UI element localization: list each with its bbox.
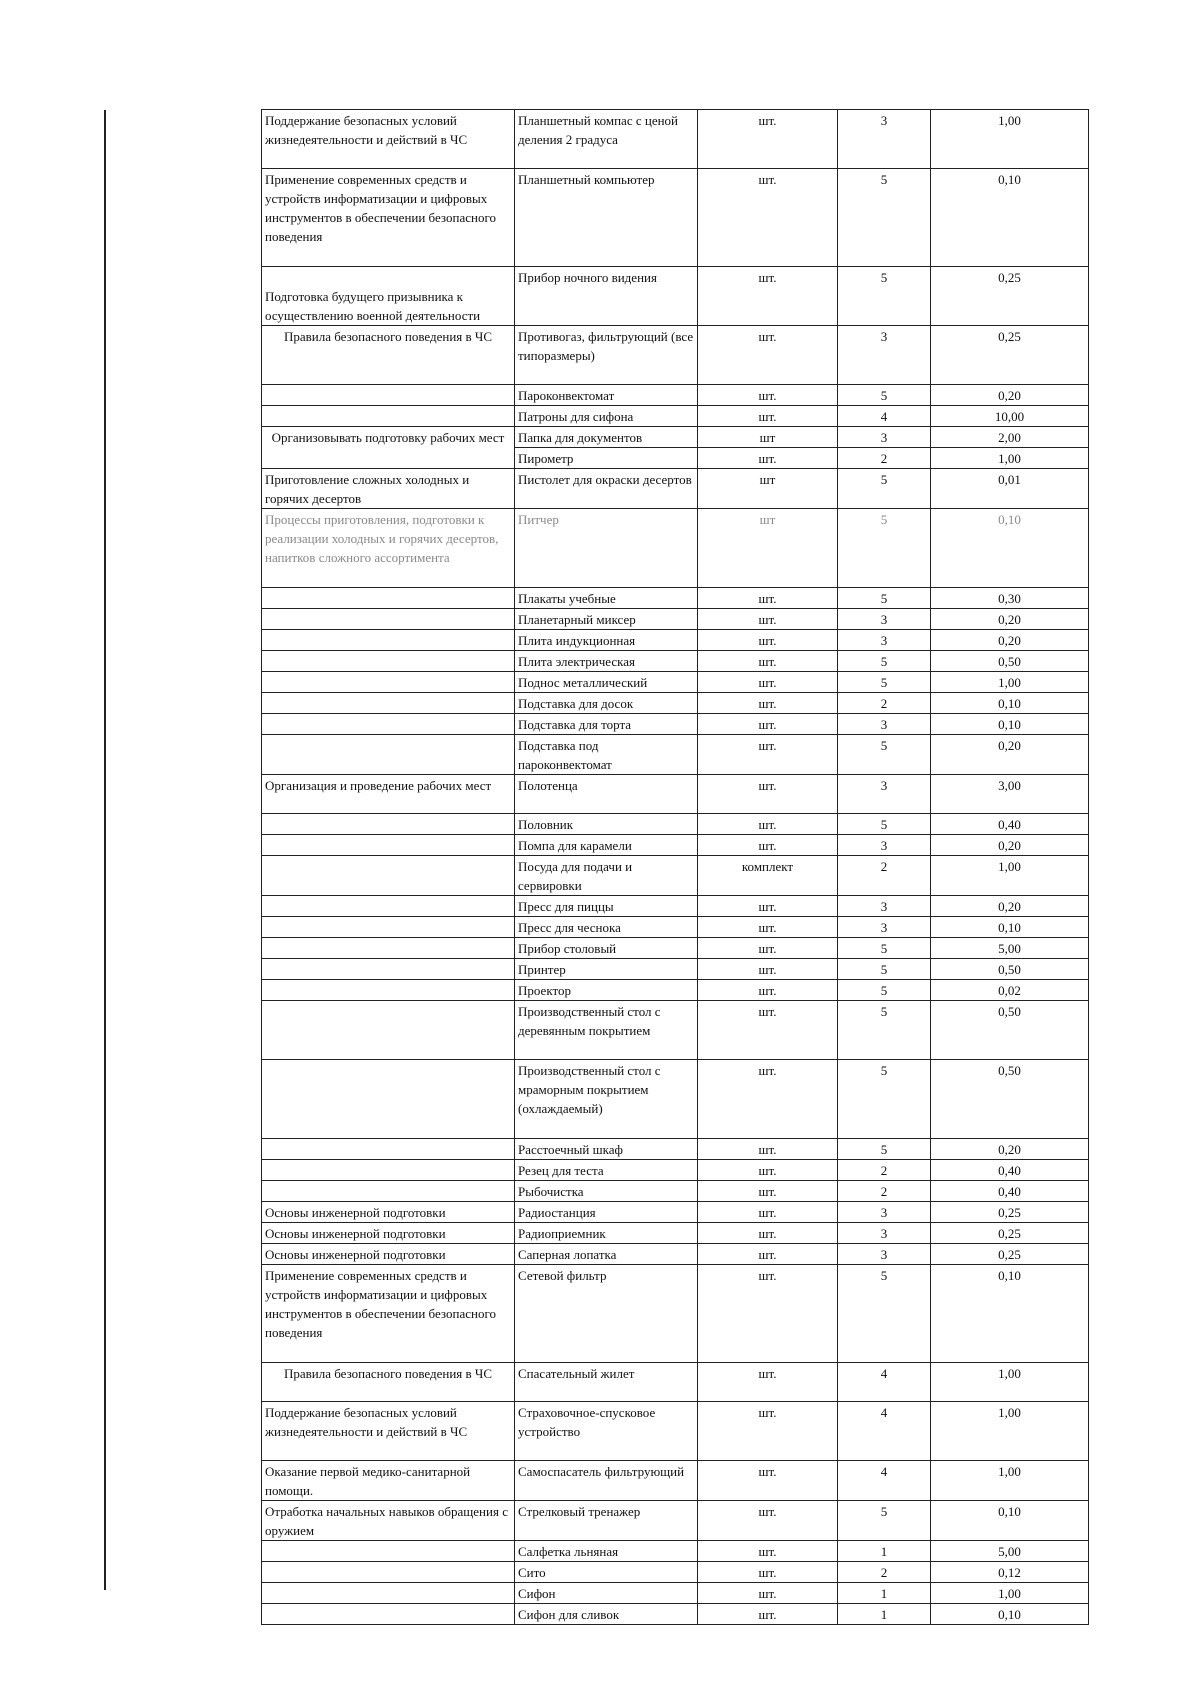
section-cell bbox=[262, 588, 515, 609]
section-cell bbox=[262, 1060, 515, 1139]
item-cell: Подставка для торта bbox=[515, 714, 698, 735]
item-cell: Патроны для сифона bbox=[515, 406, 698, 427]
table-row bbox=[262, 693, 1089, 714]
value-cell: 0,20 bbox=[931, 896, 1089, 917]
unit-cell: шт. bbox=[698, 1001, 838, 1060]
table-row bbox=[262, 651, 1089, 672]
table-row bbox=[262, 1363, 1089, 1402]
section-cell bbox=[262, 835, 515, 856]
value-cell: 1,00 bbox=[931, 110, 1089, 169]
item-cell: Салфетка льняная bbox=[515, 1541, 698, 1562]
section-cell bbox=[262, 917, 515, 938]
table-row bbox=[262, 1160, 1089, 1181]
item-cell: Сифон bbox=[515, 1583, 698, 1604]
value-cell: 0,10 bbox=[931, 917, 1089, 938]
unit-cell: шт bbox=[698, 509, 838, 588]
section-cell: Поддержание безопасных условий жизнедеятельности и действий в ЧС bbox=[262, 110, 515, 169]
value-cell: 0,10 bbox=[931, 1604, 1089, 1625]
qty-cell: 5 bbox=[838, 588, 931, 609]
table-row bbox=[262, 1202, 1089, 1223]
section-cell: Правила безопасного поведения в ЧС bbox=[262, 326, 515, 385]
item-cell: Прибор столовый bbox=[515, 938, 698, 959]
value-cell: 2,00 bbox=[931, 427, 1089, 448]
unit-cell: шт. bbox=[698, 385, 838, 406]
table-row bbox=[262, 1223, 1089, 1244]
unit-cell: шт. bbox=[698, 1583, 838, 1604]
unit-cell: шт. bbox=[698, 835, 838, 856]
item-cell: Посуда для подачи и сервировки bbox=[515, 856, 698, 896]
table-row bbox=[262, 938, 1089, 959]
table-row bbox=[262, 588, 1089, 609]
qty-cell: 3 bbox=[838, 835, 931, 856]
value-cell: 5,00 bbox=[931, 938, 1089, 959]
table-row bbox=[262, 469, 1089, 509]
unit-cell: шт. bbox=[698, 1202, 838, 1223]
unit-cell: шт bbox=[698, 427, 838, 448]
table-row bbox=[262, 1604, 1089, 1625]
item-cell: Плита индукционная bbox=[515, 630, 698, 651]
table-row bbox=[262, 1402, 1089, 1461]
value-cell: 0,50 bbox=[931, 959, 1089, 980]
table-row bbox=[262, 609, 1089, 630]
unit-cell: шт. bbox=[698, 630, 838, 651]
unit-cell: шт. bbox=[698, 1265, 838, 1363]
qty-cell: 3 bbox=[838, 1223, 931, 1244]
unit-cell: шт. bbox=[698, 1562, 838, 1583]
value-cell: 1,00 bbox=[931, 672, 1089, 693]
unit-cell: шт. bbox=[698, 326, 838, 385]
unit-cell: шт. bbox=[698, 775, 838, 814]
qty-cell: 1 bbox=[838, 1583, 931, 1604]
unit-cell: комплект bbox=[698, 856, 838, 896]
item-cell: Папка для документов bbox=[515, 427, 698, 448]
section-cell bbox=[262, 938, 515, 959]
item-cell: Планетарный миксер bbox=[515, 609, 698, 630]
section-cell: Подготовка будущего призывника к осуществлению военной деятельности bbox=[262, 267, 515, 326]
value-cell: 0,10 bbox=[931, 509, 1089, 588]
section-cell bbox=[262, 1541, 515, 1562]
item-cell: Пирометр bbox=[515, 448, 698, 469]
section-cell bbox=[262, 385, 515, 406]
value-cell: 1,00 bbox=[931, 856, 1089, 896]
qty-cell: 2 bbox=[838, 856, 931, 896]
table-row bbox=[262, 267, 1089, 326]
table-row bbox=[262, 917, 1089, 938]
value-cell: 0,40 bbox=[931, 814, 1089, 835]
unit-cell: шт. bbox=[698, 651, 838, 672]
qty-cell: 5 bbox=[838, 938, 931, 959]
section-cell bbox=[262, 672, 515, 693]
value-cell: 0,25 bbox=[931, 1223, 1089, 1244]
unit-cell: шт. bbox=[698, 169, 838, 267]
section-cell bbox=[262, 1139, 515, 1160]
table-row bbox=[262, 110, 1089, 169]
value-cell: 1,00 bbox=[931, 1461, 1089, 1501]
unit-cell: шт. bbox=[698, 814, 838, 835]
section-cell: Организовывать подготовку рабочих мест bbox=[262, 427, 515, 469]
table-row bbox=[262, 959, 1089, 980]
unit-cell: шт. bbox=[698, 1501, 838, 1541]
table-row bbox=[262, 835, 1089, 856]
unit-cell: шт. bbox=[698, 110, 838, 169]
qty-cell: 5 bbox=[838, 267, 931, 326]
qty-cell: 5 bbox=[838, 509, 931, 588]
section-cell: Поддержание безопасных условий жизнедеятельности и действий в ЧС bbox=[262, 1402, 515, 1461]
table-row bbox=[262, 406, 1089, 427]
qty-cell: 5 bbox=[838, 672, 931, 693]
item-cell: Питчер bbox=[515, 509, 698, 588]
page-margin-line bbox=[104, 110, 106, 1590]
qty-cell: 4 bbox=[838, 406, 931, 427]
qty-cell: 3 bbox=[838, 917, 931, 938]
item-cell: Производственный стол с мраморным покрытием (охлаждаемый) bbox=[515, 1060, 698, 1139]
item-cell: Сито bbox=[515, 1562, 698, 1583]
qty-cell: 3 bbox=[838, 1244, 931, 1265]
item-cell: Проектор bbox=[515, 980, 698, 1001]
qty-cell: 4 bbox=[838, 1461, 931, 1501]
qty-cell: 3 bbox=[838, 896, 931, 917]
unit-cell: шт. bbox=[698, 1060, 838, 1139]
section-cell bbox=[262, 1583, 515, 1604]
section-cell bbox=[262, 814, 515, 835]
value-cell: 0,10 bbox=[931, 169, 1089, 267]
table-row bbox=[262, 735, 1089, 775]
section-cell bbox=[262, 856, 515, 896]
value-cell: 0,02 bbox=[931, 980, 1089, 1001]
item-cell: Принтер bbox=[515, 959, 698, 980]
section-cell: Отработка начальных навыков обращения с оружием bbox=[262, 1501, 515, 1541]
item-cell: Противогаз, фильтрующий (все типоразмеры) bbox=[515, 326, 698, 385]
item-cell: Сетевой фильтр bbox=[515, 1265, 698, 1363]
section-cell: Основы инженерной подготовки bbox=[262, 1223, 515, 1244]
value-cell: 0,50 bbox=[931, 1060, 1089, 1139]
value-cell: 0,20 bbox=[931, 1139, 1089, 1160]
table-row bbox=[262, 1562, 1089, 1583]
unit-cell: шт. bbox=[698, 693, 838, 714]
unit-cell: шт. bbox=[698, 735, 838, 775]
value-cell: 0,10 bbox=[931, 714, 1089, 735]
qty-cell: 3 bbox=[838, 630, 931, 651]
section-cell: Применение современных средств и устройств информатизации и цифровых инструментов в обеспечении безопасного поведения bbox=[262, 1265, 515, 1363]
table-row bbox=[262, 1541, 1089, 1562]
item-cell: Прибор ночного видения bbox=[515, 267, 698, 326]
table-row bbox=[262, 896, 1089, 917]
table-row bbox=[262, 980, 1089, 1001]
unit-cell: шт. bbox=[698, 588, 838, 609]
section-cell bbox=[262, 1181, 515, 1202]
unit-cell: шт bbox=[698, 469, 838, 509]
value-cell: 10,00 bbox=[931, 406, 1089, 427]
qty-cell: 5 bbox=[838, 1501, 931, 1541]
value-cell: 0,01 bbox=[931, 469, 1089, 509]
item-cell: Планшетный компьютер bbox=[515, 169, 698, 267]
table-row bbox=[262, 775, 1089, 814]
section-cell bbox=[262, 959, 515, 980]
unit-cell: шт. bbox=[698, 448, 838, 469]
section-cell: Организация и проведение рабочих мест bbox=[262, 775, 515, 814]
section-cell: Правила безопасного поведения в ЧС bbox=[262, 1363, 515, 1402]
qty-cell: 5 bbox=[838, 735, 931, 775]
item-cell: Спасательный жилет bbox=[515, 1363, 698, 1402]
value-cell: 0,10 bbox=[931, 693, 1089, 714]
value-cell: 0,20 bbox=[931, 385, 1089, 406]
item-cell: Расстоечный шкаф bbox=[515, 1139, 698, 1160]
value-cell: 0,20 bbox=[931, 735, 1089, 775]
value-cell: 0,20 bbox=[931, 630, 1089, 651]
value-cell: 1,00 bbox=[931, 448, 1089, 469]
unit-cell: шт. bbox=[698, 1139, 838, 1160]
item-cell: Пресс для чеснока bbox=[515, 917, 698, 938]
value-cell: 0,10 bbox=[931, 1501, 1089, 1541]
section-cell: Применение современных средств и устройств информатизации и цифровых инструментов в обеспечении безопасного поведения bbox=[262, 169, 515, 267]
item-cell: Планшетный компас с ценой деления 2 градуса bbox=[515, 110, 698, 169]
section-cell bbox=[262, 651, 515, 672]
value-cell: 1,00 bbox=[931, 1583, 1089, 1604]
value-cell: 0,20 bbox=[931, 835, 1089, 856]
table-row bbox=[262, 672, 1089, 693]
unit-cell: шт. bbox=[698, 609, 838, 630]
value-cell: 5,00 bbox=[931, 1541, 1089, 1562]
section-cell bbox=[262, 1562, 515, 1583]
table-row bbox=[262, 1139, 1089, 1160]
item-cell: Сифон для сливок bbox=[515, 1604, 698, 1625]
table-row bbox=[262, 1181, 1089, 1202]
section-cell: Основы инженерной подготовки bbox=[262, 1244, 515, 1265]
item-cell: Полотенца bbox=[515, 775, 698, 814]
unit-cell: шт. bbox=[698, 1604, 838, 1625]
unit-cell: шт. bbox=[698, 938, 838, 959]
section-cell: Процессы приготовления, подготовки к реализации холодных и горячих десертов, напитков сложного ассортимента bbox=[262, 509, 515, 588]
table-row bbox=[262, 856, 1089, 896]
unit-cell: шт. bbox=[698, 1223, 838, 1244]
qty-cell: 5 bbox=[838, 385, 931, 406]
table-row bbox=[262, 169, 1089, 267]
qty-cell: 5 bbox=[838, 1060, 931, 1139]
qty-cell: 2 bbox=[838, 1181, 931, 1202]
table-row bbox=[262, 1461, 1089, 1501]
unit-cell: шт. bbox=[698, 1363, 838, 1402]
qty-cell: 1 bbox=[838, 1541, 931, 1562]
item-cell: Страховочное-спусковое устройство bbox=[515, 1402, 698, 1461]
table-row bbox=[262, 714, 1089, 735]
unit-cell: шт. bbox=[698, 896, 838, 917]
item-cell: Пистолет для окраски десертов bbox=[515, 469, 698, 509]
qty-cell: 5 bbox=[838, 469, 931, 509]
qty-cell: 5 bbox=[838, 169, 931, 267]
section-cell bbox=[262, 1160, 515, 1181]
section-cell: Основы инженерной подготовки bbox=[262, 1202, 515, 1223]
table-row bbox=[262, 1001, 1089, 1060]
section-cell bbox=[262, 896, 515, 917]
qty-cell: 3 bbox=[838, 609, 931, 630]
section-cell: Приготовление сложных холодных и горячих десертов bbox=[262, 469, 515, 509]
value-cell: 0,40 bbox=[931, 1160, 1089, 1181]
section-cell bbox=[262, 980, 515, 1001]
item-cell: Радиоприемник bbox=[515, 1223, 698, 1244]
table-row bbox=[262, 509, 1089, 588]
value-cell: 3,00 bbox=[931, 775, 1089, 814]
value-cell: 0,10 bbox=[931, 1265, 1089, 1363]
item-cell: Самоспасатель фильтрующий bbox=[515, 1461, 698, 1501]
table-row bbox=[262, 1244, 1089, 1265]
unit-cell: шт. bbox=[698, 714, 838, 735]
item-cell: Производственный стол с деревянным покрытием bbox=[515, 1001, 698, 1060]
value-cell: 0,50 bbox=[931, 1001, 1089, 1060]
qty-cell: 5 bbox=[838, 1139, 931, 1160]
section-cell bbox=[262, 735, 515, 775]
qty-cell: 5 bbox=[838, 651, 931, 672]
item-cell: Подставка для досок bbox=[515, 693, 698, 714]
table-row bbox=[262, 326, 1089, 385]
item-cell: Половник bbox=[515, 814, 698, 835]
item-cell: Радиостанция bbox=[515, 1202, 698, 1223]
qty-cell: 3 bbox=[838, 326, 931, 385]
qty-cell: 3 bbox=[838, 775, 931, 814]
value-cell: 0,25 bbox=[931, 1244, 1089, 1265]
item-cell: Плита электрическая bbox=[515, 651, 698, 672]
section-cell bbox=[262, 609, 515, 630]
value-cell: 0,25 bbox=[931, 326, 1089, 385]
item-cell: Поднос металлический bbox=[515, 672, 698, 693]
section-cell bbox=[262, 693, 515, 714]
item-cell: Плакаты учебные bbox=[515, 588, 698, 609]
equipment-table bbox=[261, 109, 1089, 1625]
qty-cell: 5 bbox=[838, 814, 931, 835]
value-cell: 0,50 bbox=[931, 651, 1089, 672]
value-cell: 0,20 bbox=[931, 609, 1089, 630]
unit-cell: шт. bbox=[698, 1541, 838, 1562]
table-row bbox=[262, 427, 1089, 448]
item-cell: Подставка под пароконвектомат bbox=[515, 735, 698, 775]
section-cell bbox=[262, 406, 515, 427]
value-cell: 0,40 bbox=[931, 1181, 1089, 1202]
value-cell: 1,00 bbox=[931, 1363, 1089, 1402]
value-cell: 0,30 bbox=[931, 588, 1089, 609]
qty-cell: 5 bbox=[838, 1265, 931, 1363]
item-cell: Стрелковый тренажер bbox=[515, 1501, 698, 1541]
section-cell bbox=[262, 1604, 515, 1625]
qty-cell: 3 bbox=[838, 110, 931, 169]
unit-cell: шт. bbox=[698, 406, 838, 427]
table-row bbox=[262, 1060, 1089, 1139]
table-row bbox=[262, 1501, 1089, 1541]
value-cell: 0,25 bbox=[931, 267, 1089, 326]
table-row bbox=[262, 814, 1089, 835]
item-cell: Резец для теста bbox=[515, 1160, 698, 1181]
value-cell: 0,12 bbox=[931, 1562, 1089, 1583]
qty-cell: 3 bbox=[838, 1202, 931, 1223]
qty-cell: 4 bbox=[838, 1363, 931, 1402]
unit-cell: шт. bbox=[698, 980, 838, 1001]
unit-cell: шт. bbox=[698, 1244, 838, 1265]
item-cell: Саперная лопатка bbox=[515, 1244, 698, 1265]
value-cell: 1,00 bbox=[931, 1402, 1089, 1461]
qty-cell: 4 bbox=[838, 1402, 931, 1461]
table-row bbox=[262, 1583, 1089, 1604]
table-row bbox=[262, 1265, 1089, 1363]
unit-cell: шт. bbox=[698, 672, 838, 693]
unit-cell: шт. bbox=[698, 1181, 838, 1202]
item-cell: Пресс для пиццы bbox=[515, 896, 698, 917]
unit-cell: шт. bbox=[698, 267, 838, 326]
section-cell bbox=[262, 714, 515, 735]
item-cell: Пароконвектомат bbox=[515, 385, 698, 406]
item-cell: Рыбочистка bbox=[515, 1181, 698, 1202]
qty-cell: 3 bbox=[838, 427, 931, 448]
qty-cell: 3 bbox=[838, 714, 931, 735]
qty-cell: 5 bbox=[838, 980, 931, 1001]
unit-cell: шт. bbox=[698, 1402, 838, 1461]
qty-cell: 2 bbox=[838, 693, 931, 714]
unit-cell: шт. bbox=[698, 1160, 838, 1181]
unit-cell: шт. bbox=[698, 1461, 838, 1501]
qty-cell: 5 bbox=[838, 959, 931, 980]
qty-cell: 2 bbox=[838, 1562, 931, 1583]
table-row bbox=[262, 630, 1089, 651]
qty-cell: 5 bbox=[838, 1001, 931, 1060]
unit-cell: шт. bbox=[698, 959, 838, 980]
qty-cell: 2 bbox=[838, 1160, 931, 1181]
qty-cell: 1 bbox=[838, 1604, 931, 1625]
section-cell bbox=[262, 630, 515, 651]
section-cell: Оказание первой медико-санитарной помощи. bbox=[262, 1461, 515, 1501]
item-cell: Помпа для карамели bbox=[515, 835, 698, 856]
table-row bbox=[262, 385, 1089, 406]
unit-cell: шт. bbox=[698, 917, 838, 938]
section-cell bbox=[262, 1001, 515, 1060]
qty-cell: 2 bbox=[838, 448, 931, 469]
value-cell: 0,25 bbox=[931, 1202, 1089, 1223]
